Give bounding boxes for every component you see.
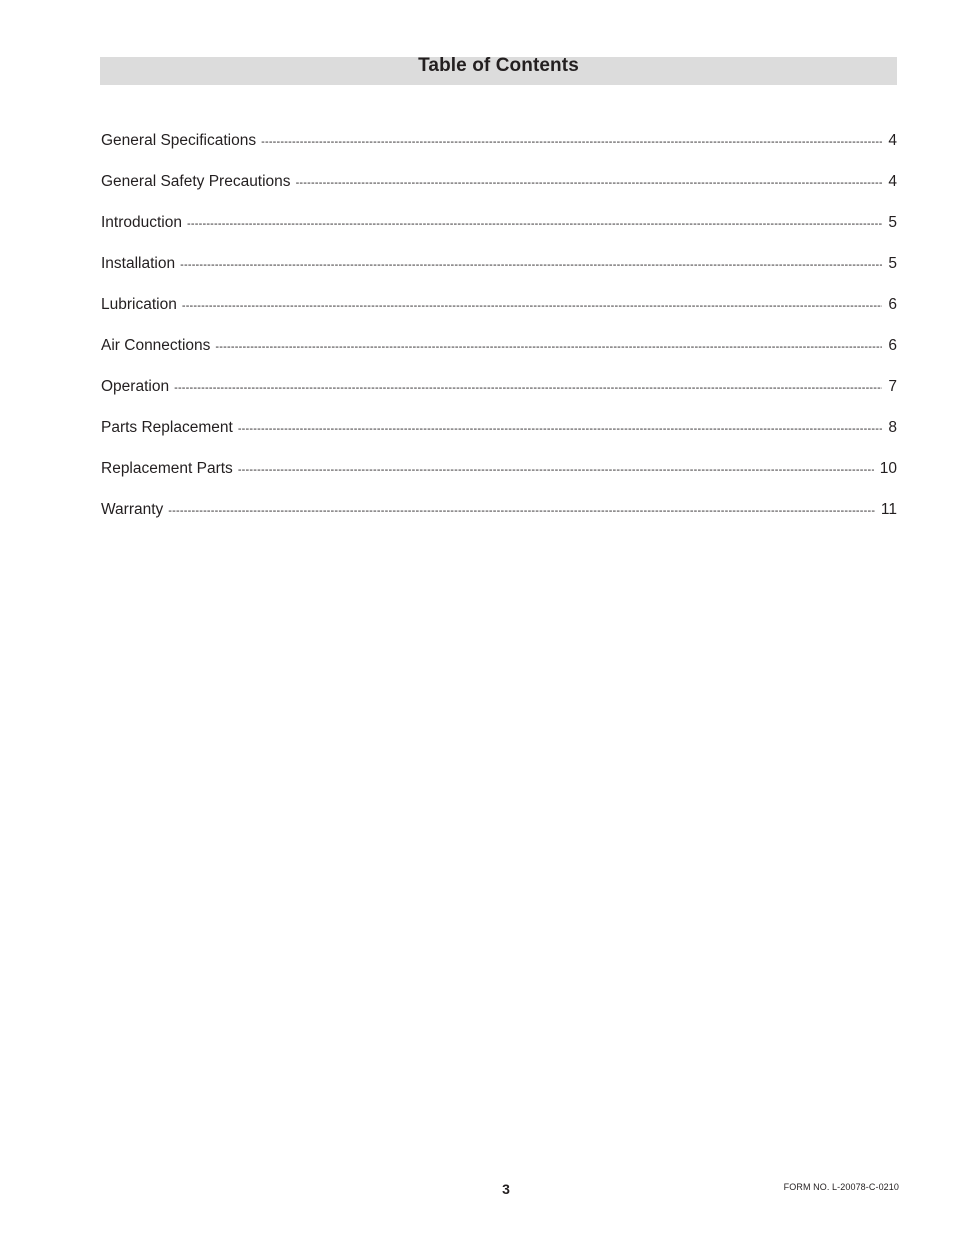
toc-leader-dots — [180, 254, 882, 276]
table-of-contents — [101, 130, 897, 540]
toc-leader-dots — [261, 131, 882, 153]
toc-entry[interactable] — [101, 253, 897, 294]
toc-leader-dots — [215, 336, 882, 358]
toc-entry[interactable] — [101, 294, 897, 335]
toc-entry-page: 10 — [879, 460, 897, 477]
toc-entry[interactable] — [101, 458, 897, 499]
toc-leader-dots — [296, 172, 883, 194]
title-bar — [100, 57, 897, 85]
toc-entry[interactable] — [101, 212, 897, 253]
toc-entry-page: 6 — [888, 337, 897, 354]
toc-leader-dots — [238, 459, 874, 481]
toc-leader-dots — [168, 500, 875, 522]
toc-leader-dots — [182, 295, 883, 317]
form-number: FORM NO. L-20078-C-0210 — [783, 1182, 899, 1192]
toc-entry-page: 11 — [880, 501, 897, 518]
toc-entry[interactable] — [101, 417, 897, 458]
toc-entry-label: Warranty — [101, 501, 164, 518]
page-title: Table of Contents — [418, 55, 579, 76]
page-number: 3 — [502, 1181, 510, 1197]
toc-entry-page: 8 — [888, 419, 897, 436]
toc-entry-label: General Specifications — [101, 132, 257, 149]
toc-entry[interactable] — [101, 335, 897, 376]
toc-entry-page: 6 — [888, 296, 897, 313]
toc-entry-label: Parts Replacement — [101, 419, 233, 436]
toc-entry[interactable] — [101, 499, 897, 540]
toc-entry-page: 4 — [888, 173, 897, 190]
toc-entry-page: 5 — [888, 214, 897, 231]
toc-entry-label: Air Connections — [101, 337, 211, 354]
toc-entry-page: 4 — [888, 132, 897, 149]
toc-entry-label: Operation — [101, 378, 170, 395]
toc-entry-label: Installation — [101, 255, 176, 272]
toc-entry-page: 7 — [888, 378, 897, 395]
toc-leader-dots — [238, 418, 883, 440]
toc-leader-dots — [174, 377, 882, 399]
toc-entry-label: General Safety Precautions — [101, 173, 291, 190]
toc-entry[interactable] — [101, 171, 897, 212]
toc-entry-label: Introduction — [101, 214, 182, 231]
toc-entry-label: Lubrication — [101, 296, 177, 313]
toc-entry-page: 5 — [888, 255, 897, 272]
toc-entry-label: Replacement Parts — [101, 460, 233, 477]
toc-entry[interactable] — [101, 130, 897, 171]
toc-leader-dots — [187, 213, 882, 235]
toc-entry[interactable] — [101, 376, 897, 417]
